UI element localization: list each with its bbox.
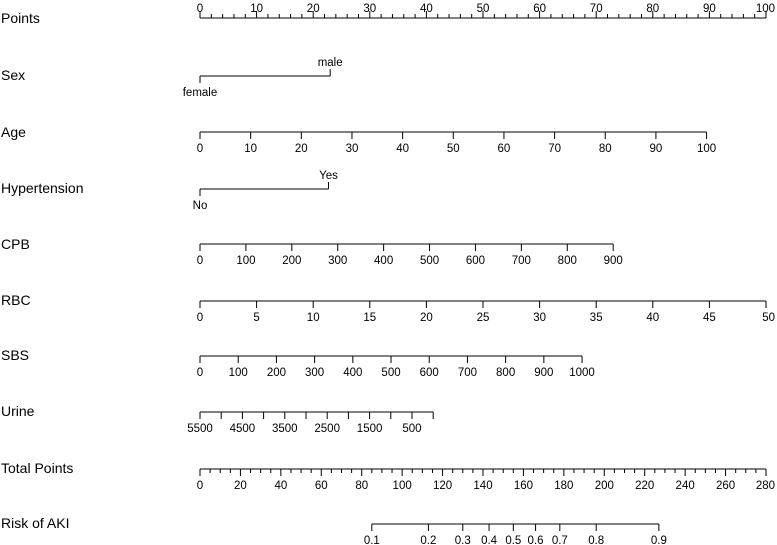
tick-label-points: 20 xyxy=(306,3,320,15)
tick-label-cpb: 900 xyxy=(603,255,623,267)
tick-label-rbc: 25 xyxy=(476,312,490,324)
tick-label-rbc: 35 xyxy=(589,312,603,324)
tick-label-age: 100 xyxy=(696,143,717,155)
tick-label-points: 50 xyxy=(476,3,490,15)
tick-label-total-points: 180 xyxy=(554,480,574,492)
tick-label-points: 60 xyxy=(533,3,546,15)
tick-label-points: 70 xyxy=(589,3,603,15)
tick-label-urine: 2500 xyxy=(314,423,340,435)
tick-label-risk-of-aki: 0.7 xyxy=(551,535,568,545)
tick-label-sbs: 900 xyxy=(534,367,554,379)
tick-label-cpb: 700 xyxy=(511,255,531,267)
tick-label-risk-of-aki: 0.2 xyxy=(420,535,437,545)
tick-label-rbc: 0 xyxy=(196,312,204,324)
tick-label-total-points: 120 xyxy=(432,480,453,492)
row-label-risk-of-aki: Risk of AKI xyxy=(1,515,70,531)
tick-label-risk-of-aki: 0.8 xyxy=(588,535,605,545)
tick-label-rbc: 10 xyxy=(306,312,320,324)
tick-label-total-points: 140 xyxy=(473,480,493,492)
tick-label-total-points: 240 xyxy=(675,480,695,492)
tick-label-points: 80 xyxy=(646,3,660,15)
tick-label-sbs: 600 xyxy=(419,367,439,379)
tick-label-total-points: 200 xyxy=(594,480,614,492)
tick-label-rbc: 5 xyxy=(253,312,260,324)
tick-label-sbs: 500 xyxy=(381,367,401,379)
tick-label-sbs: 800 xyxy=(496,367,516,379)
tick-label-points: 30 xyxy=(363,3,377,15)
tick-label-total-points: 160 xyxy=(513,480,534,492)
level-label-hypertension: Yes xyxy=(319,170,338,182)
tick-label-total-points: 280 xyxy=(755,480,775,492)
row-label-sex: Sex xyxy=(1,67,26,83)
tick-label-rbc: 40 xyxy=(646,312,660,324)
tick-label-age: 60 xyxy=(497,143,511,155)
tick-label-urine: 500 xyxy=(402,423,422,435)
tick-label-age: 0 xyxy=(196,143,204,155)
tick-label-age: 10 xyxy=(244,143,258,155)
row-label-sbs: SBS xyxy=(1,347,30,363)
row-label-rbc: RBC xyxy=(1,292,31,308)
tick-label-total-points: 40 xyxy=(274,480,288,492)
tick-label-risk-of-aki: 0.9 xyxy=(650,535,667,545)
tick-label-total-points: 0 xyxy=(196,480,204,492)
tick-label-rbc: 20 xyxy=(420,312,433,324)
tick-label-cpb: 500 xyxy=(419,255,440,267)
tick-label-risk-of-aki: 0.6 xyxy=(527,535,544,545)
tick-label-total-points: 20 xyxy=(234,480,247,492)
tick-label-sbs: 300 xyxy=(305,367,325,379)
tick-label-risk-of-aki: 0.4 xyxy=(481,535,498,545)
tick-label-risk-of-aki: 0.3 xyxy=(454,535,471,545)
tick-label-rbc: 15 xyxy=(363,312,377,324)
tick-label-points: 40 xyxy=(420,3,433,15)
tick-label-total-points: 100 xyxy=(392,480,412,492)
tick-label-age: 30 xyxy=(345,143,359,155)
row-label-urine: Urine xyxy=(1,403,35,419)
tick-label-age: 40 xyxy=(396,143,410,155)
tick-label-age: 90 xyxy=(649,143,663,155)
tick-label-age: 70 xyxy=(548,143,561,155)
tick-label-cpb: 100 xyxy=(236,255,256,267)
tick-label-sbs: 400 xyxy=(343,367,363,379)
tick-label-sbs: 200 xyxy=(266,367,287,379)
row-label-cpb: CPB xyxy=(1,236,30,252)
tick-label-sbs: 700 xyxy=(457,367,478,379)
tick-label-age: 50 xyxy=(446,143,460,155)
tick-label-points: 90 xyxy=(703,3,716,15)
tick-label-risk-of-aki: 0.5 xyxy=(505,535,522,545)
tick-label-sbs: 1000 xyxy=(569,367,595,379)
level-label-hypertension: No xyxy=(192,200,208,212)
tick-label-cpb: 600 xyxy=(465,255,486,267)
tick-label-urine: 3500 xyxy=(272,423,298,435)
tick-label-cpb: 300 xyxy=(328,255,348,267)
tick-label-sbs: 0 xyxy=(196,367,204,379)
level-label-sex: male xyxy=(317,57,343,69)
level-label-sex: female xyxy=(182,87,218,99)
row-label-total-points: Total Points xyxy=(1,460,74,476)
tick-label-total-points: 80 xyxy=(355,480,369,492)
tick-label-cpb: 400 xyxy=(374,255,394,267)
tick-label-cpb: 0 xyxy=(196,255,204,267)
tick-label-rbc: 45 xyxy=(703,312,716,324)
tick-label-total-points: 60 xyxy=(314,480,328,492)
tick-label-points: 0 xyxy=(196,3,204,15)
tick-label-total-points: 260 xyxy=(715,480,736,492)
tick-label-urine: 4500 xyxy=(229,423,256,435)
tick-label-risk-of-aki: 0.1 xyxy=(363,535,380,545)
tick-label-cpb: 200 xyxy=(282,255,302,267)
tick-label-rbc: 30 xyxy=(533,312,546,324)
row-label-points: Points xyxy=(1,10,40,26)
row-label-age: Age xyxy=(1,124,26,140)
tick-label-points: 100 xyxy=(755,3,775,15)
tick-label-rbc: 50 xyxy=(762,312,775,324)
tick-label-urine: 1500 xyxy=(356,423,383,435)
tick-label-age: 80 xyxy=(598,143,612,155)
tick-label-total-points: 220 xyxy=(635,480,655,492)
tick-label-urine: 5500 xyxy=(187,423,213,435)
tick-label-sbs: 100 xyxy=(228,367,248,379)
row-label-hypertension: Hypertension xyxy=(1,180,84,196)
tick-label-cpb: 800 xyxy=(557,255,577,267)
tick-label-age: 20 xyxy=(294,143,308,155)
tick-label-points: 10 xyxy=(250,3,263,15)
